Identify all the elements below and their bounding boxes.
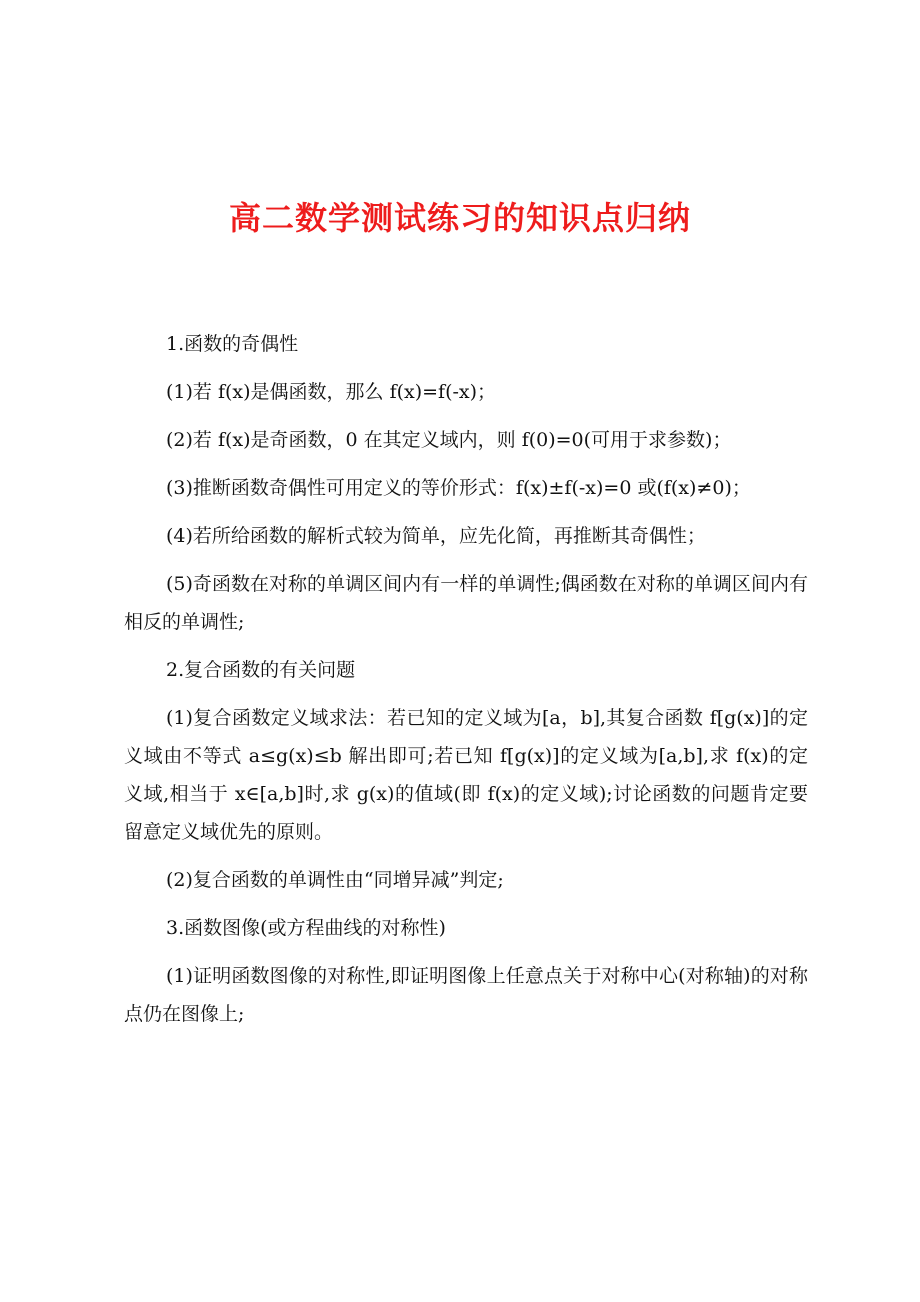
paragraph: (3)推断函数奇偶性可用定义的等价形式：f(x)±f(-x)=0 或(f(x)≠0)； (166, 477, 751, 499)
paragraph: (1)若 f(x)是偶函数，那么 f(x)=f(-x)； (166, 381, 497, 403)
document-title: 高二数学测试练习的知识点归纳 (228, 199, 691, 237)
paragraph: (1)复合函数定义域求法：若已知的定义域为[a，b],其复合函数 f[g(x)]的定义域由不等式 a≤g(x)≤b 解出即可;若已知 f[g(x)]的定义域为[a,b],求 f(x)的定义域,相当于 x∈[a,b]时,求 g(x)的值域(即 f(x)的定义域);讨论函数的问题肯定要留意定义域优先的原则。 (124, 707, 808, 843)
paragraph: (5)奇函数在对称的单调区间内有一样的单调性;偶函数在对称的单调区间内有相反的单调性; (124, 573, 808, 633)
section-heading-composite: 2.复合函数的有关问题 (166, 659, 356, 681)
section-heading-parity: 1.函数的奇偶性 (166, 333, 299, 355)
paragraph: (1)证明函数图像的对称性,即证明图像上任意点关于对称中心(对称轴)的对称点仍在图像上; (124, 965, 808, 1025)
paragraph: (4)若所给函数的解析式较为简单，应先化简，再推断其奇偶性； (166, 525, 706, 547)
paragraph: (2)复合函数的单调性由“同增异减”判定; (166, 869, 504, 891)
section-heading-symmetry: 3.函数图像(或方程曲线的对称性) (166, 917, 446, 939)
paragraph: (2)若 f(x)是奇函数，0 在其定义域内，则 f(0)=0(可用于求参数)； (166, 429, 732, 451)
document-body (124, 325, 808, 1043)
